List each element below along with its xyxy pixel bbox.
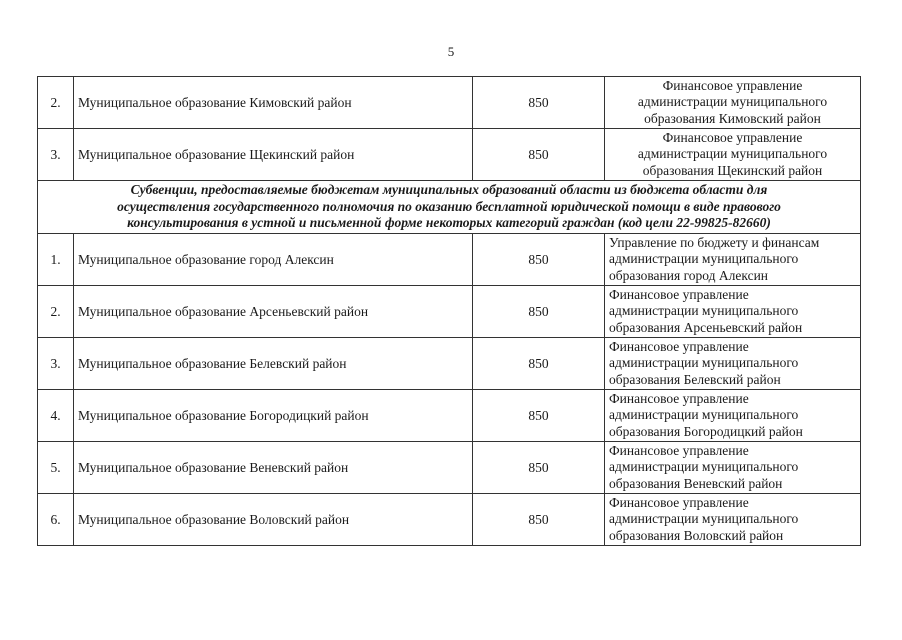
budget-table [37,76,861,546]
row-number: 6. [38,494,74,546]
table-row [38,77,861,129]
administrator-line: образования Арсеньевский район [609,319,803,335]
budget-code: 850 [473,390,605,442]
table-row [38,442,861,494]
municipality-name: Муниципальное образование Щекинский район [74,129,473,181]
administrator [605,338,861,390]
administrator-line: администрации муниципального [609,303,799,319]
administrator [605,77,861,129]
row-number: 3. [38,338,74,390]
row-number: 2. [38,286,74,338]
section-heading-line: Субвенции, предоставляемые бюджетам муниципальных образований области из бюджета области для [130,182,768,198]
administrator [605,129,861,181]
row-number: 5. [38,442,74,494]
administrator-line: Финансовое управление [609,390,749,406]
administrator [605,234,861,286]
row-number: 2. [38,77,74,129]
administrator-line: Управление по бюджету и финансам [609,234,820,250]
administrator-line: образования Белевский район [609,371,781,387]
administrator-line: образования Кимовский район [644,110,821,126]
administrator-line: образования Воловский район [609,527,784,543]
budget-code: 850 [473,234,605,286]
budget-code: 850 [473,494,605,546]
budget-code: 850 [473,442,605,494]
administrator [605,390,861,442]
municipality-name: Муниципальное образование Кимовский район [74,77,473,129]
budget-code: 850 [473,286,605,338]
section-heading-line: осуществления государственного полномочия по оказанию бесплатной юридической помощи в виде правового [117,198,781,214]
page-number: 5 [447,44,455,59]
administrator-line: Финансовое управление [662,77,803,93]
administrator-line: администрации муниципального [637,146,828,162]
section-heading [38,181,861,234]
administrator-line: администрации муниципального [609,251,799,267]
budget-code: 850 [473,129,605,181]
row-number: 3. [38,129,74,181]
municipality-name: Муниципальное образование Арсеньевский район [74,286,473,338]
administrator-line: образования город Алексин [609,267,769,283]
administrator-line: Финансовое управление [609,494,749,510]
administrator-line: образования Богородицкий район [609,423,803,439]
table-row [38,234,861,286]
section-heading-line: консультирования в устной и письменной форме некоторых категорий граждан (код цели 22-99825-82660) [127,215,771,231]
administrator [605,286,861,338]
table-row [38,338,861,390]
administrator-line: администрации муниципального [609,511,799,527]
administrator-line: Финансовое управление [662,129,803,145]
table-row [38,494,861,546]
municipality-name: Муниципальное образование Веневский район [74,442,473,494]
table-row [38,129,861,181]
row-number: 4. [38,390,74,442]
administrator-line: Финансовое управление [609,442,749,458]
section-heading-row [38,181,861,234]
administrator-line: администрации муниципального [609,407,799,423]
administrator [605,442,861,494]
administrator-line: Финансовое управление [609,338,749,354]
administrator-line: образования Щекинский район [642,162,823,178]
administrator-line: образования Веневский район [609,475,783,491]
municipality-name: Муниципальное образование Богородицкий район [74,390,473,442]
table-row [38,390,861,442]
municipality-name: Муниципальное образование Воловский район [74,494,473,546]
administrator-line: администрации муниципального [609,459,799,475]
administrator [605,494,861,546]
municipality-name: Муниципальное образование Белевский район [74,338,473,390]
administrator-line: Финансовое управление [609,286,749,302]
budget-code: 850 [473,338,605,390]
administrator-line: администрации муниципального [637,94,828,110]
municipality-name: Муниципальное образование город Алексин [74,234,473,286]
administrator-line: администрации муниципального [609,355,799,371]
budget-code: 850 [473,77,605,129]
table-row [38,286,861,338]
row-number: 1. [38,234,74,286]
